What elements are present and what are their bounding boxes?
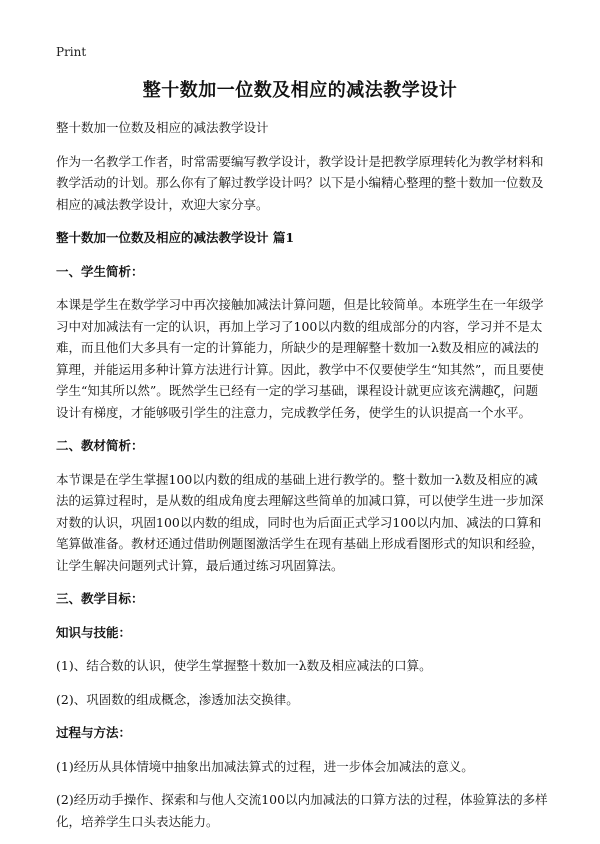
process-item: (2)经历动手操作、探索和与他人交流100以内加减法的口算方法的过程，体验算法的多样化，培养学生口头表达能力。 xyxy=(56,792,548,829)
section-title-students: 一、学生简析： xyxy=(56,263,144,279)
knowledge-item: (1)、结合数的认识，使学生掌握整十数加一λ数及相应减法的口算。 xyxy=(56,658,432,673)
intro-paragraph: 作为一名教学工作者，时常需要编写教学设计，教学设计是把教学原理转化为教学材料和教学活动的计划。那么你有了解过教学设计吗？以下是小编精心整理的整十数加一位数及相应的减法教学设计，欢迎大家分享。 xyxy=(56,153,544,212)
print-link[interactable]: Print xyxy=(56,45,87,59)
section-title-materials: 二、教材简析： xyxy=(56,438,144,453)
page-title: 整十数加一位数及相应的减法教学设计 xyxy=(142,80,458,101)
knowledge-item: (2)、巩固数的组成概念，渗透加法交换律。 xyxy=(56,691,299,707)
section-paragraph-materials: 本节课是在学生掌握100以内数的组成的基础上进行教学的。整十数加一λ数及相应的减法的运算过程时，是从数的组成角度去理解这些简单的加减口算，可以使学生进一步加深对数的认识，巩固100以内数的组成，同时也为后面正式学习100以内加、减法的口算和笔算做准备。教材还通过借助例题图激活学生在现有基础上形成看图形式的知识和经验，让学生解决问题列式计算，最后通过练习巩固算法。 xyxy=(56,471,544,573)
subsection-title-process: 过程与方法： xyxy=(56,725,132,740)
process-item: (1)经历从具体情境中抽象出加减法算式的过程，进一步体会加减法的意义。 xyxy=(56,758,474,774)
document-body xyxy=(56,117,550,844)
article-heading: 整十数加一位数及相应的减法教学设计 篇1 xyxy=(56,230,295,245)
section-title-goals: 三、教学目标： xyxy=(56,591,144,606)
subsection-title-knowledge: 知识与技能： xyxy=(56,624,132,640)
section-paragraph-students: 本课是学生在数学学习中再次接触加减法计算问题，但是比较简单。本班学生在一年级学习中对加减法有一定的认识，再加上学习了100以内数的组成部分的内容，学习并不是太难，而且他们大多具有一定的计算能力，所缺少的是理解整十数加一λ数及相应的减法的算理，并能运用多种计算方法进行计算。因此，教学中不仅要使学生“知其然”，而且要使学生“知其所以然”。既然学生已经有一定的学习基础，课程设计就更应该充满趣ζ，问题设计有梯度，才能够吸引学生的注意力，完成教学任务，使学生的认识提高一个水平。 xyxy=(56,297,544,420)
document-subtitle: 整十数加一位数及相应的减法教学设计 xyxy=(56,120,269,135)
